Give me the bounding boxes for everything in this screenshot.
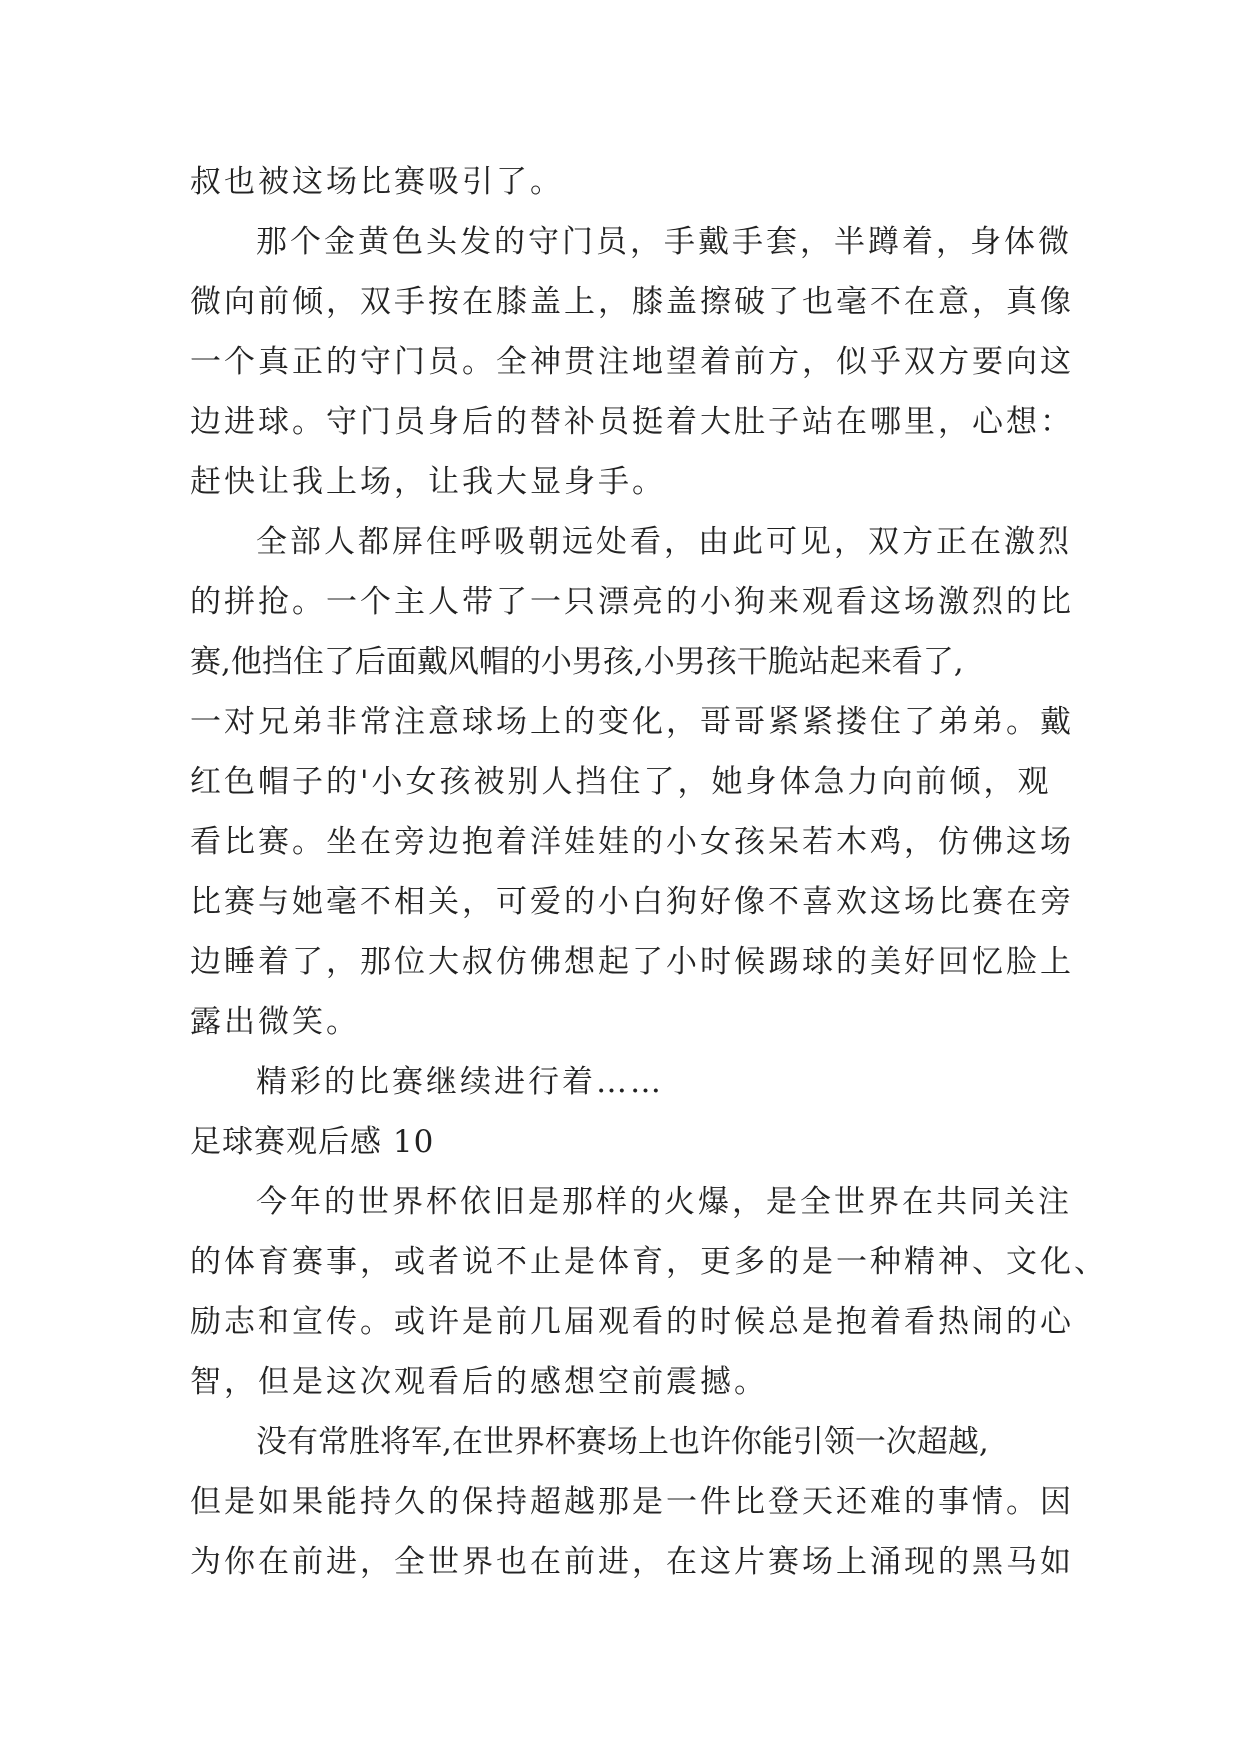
- text-line: 微向前倾，双手按在膝盖上，膝盖擦破了也毫不在意，真像: [190, 284, 1074, 320]
- text-line: 边进球。守门员身后的替补员挺着大肚子站在哪里，心想：: [190, 404, 1074, 440]
- text-line: 一个真正的守门员。全神贯注地望着前方，似乎双方要向这: [190, 344, 1074, 380]
- document-body: [190, 152, 1108, 1592]
- text-line: 智，但是这次观看后的感想空前震撼。: [190, 1364, 768, 1400]
- text-line: 红色帽子的'小女孩被别人挡住了，她身体急力向前倾，观: [190, 764, 1052, 800]
- text-line: 为你在前进，全世界也在前进，在这片赛场上涌现的黑马如: [190, 1544, 1074, 1580]
- text-line: 露出微笑。: [190, 1004, 360, 1040]
- paragraph-first-line: 没有常胜将军,在世界杯赛场上也许你能引领一次超越,: [256, 1424, 989, 1460]
- paragraph-first-line: 全部人都屏住呼吸朝远处看，由此可见，双方正在激烈: [256, 524, 1072, 560]
- text-line: 比赛与她毫不相关，可爱的小白狗好像不喜欢这场比赛在旁: [190, 884, 1074, 920]
- text-line: 的拼抢。一个主人带了一只漂亮的小狗来观看这场激烈的比: [190, 584, 1074, 620]
- text-line: 的体育赛事，或者说不止是体育，更多的是一种精神、文化、: [190, 1244, 1108, 1280]
- paragraph-first-line: 精彩的比赛继续进行着……: [256, 1064, 664, 1100]
- text-line: 赛,他挡住了后面戴风帽的小男孩,小男孩干脆站起来看了,: [190, 644, 964, 680]
- text-line: 看比赛。坐在旁边抱着洋娃娃的小女孩呆若木鸡，仿佛这场: [190, 824, 1074, 860]
- text-line: 赶快让我上场，让我大显身手。: [190, 464, 666, 500]
- text-line: 励志和宣传。或许是前几届观看的时候总是抱着看热闹的心: [190, 1304, 1074, 1340]
- text-line: 一对兄弟非常注意球场上的变化，哥哥紧紧搂住了弟弟。戴: [190, 704, 1074, 740]
- text-line: 但是如果能持久的保持超越那是一件比登天还难的事情。因: [190, 1484, 1074, 1520]
- text-line: 叔也被这场比赛吸引了。: [190, 164, 564, 200]
- paragraph-first-line: 今年的世界杯依旧是那样的火爆，是全世界在共同关注: [256, 1184, 1072, 1220]
- paragraph-first-line: 那个金黄色头发的守门员，手戴手套，半蹲着，身体微: [256, 224, 1072, 260]
- text-line: 边睡着了，那位大叔仿佛想起了小时候踢球的美好回忆脸上: [190, 944, 1074, 980]
- section-heading: 足球赛观后感 10: [190, 1124, 435, 1160]
